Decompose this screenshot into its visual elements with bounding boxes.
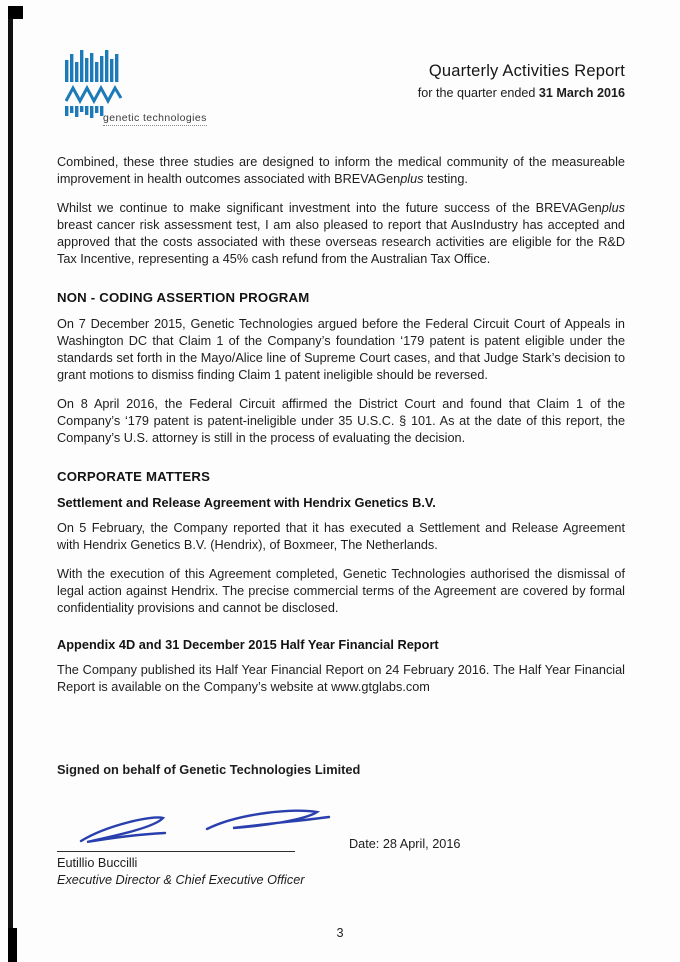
signature-date: Date: 28 April, 2016 <box>349 837 461 851</box>
company-logo <box>57 50 287 128</box>
document-header <box>57 50 625 128</box>
scan-corner-artifact-top <box>8 6 23 19</box>
subheading-settlement: Settlement and Release Agreement with Hendrix Genetics B.V. <box>57 495 436 510</box>
paragraph-appendix-4d: The Company published its Half Year Financial Report on 24 February 2016. The Half Year Financial Report is available on the Company’s website at www.gtglabs.com <box>57 663 625 694</box>
paragraph-intro-1: Combined, these three studies are designed to inform the medical community of the measureable improvement in health outcomes associated with BREVAGenplus testing. <box>57 155 625 186</box>
scan-edge-artifact <box>8 6 13 962</box>
signatory-name: Eutillio Buccilli <box>57 856 138 870</box>
paragraph-noncoding-1: On 7 December 2015, Genetic Technologies argued before the Federal Circuit Court of Appeals in Washington DC that Claim 1 of the Company’s foundation ‘179 patent is patent eligible under the standards set forth in the Mayo/Alice line of Supreme Court cases, and that Judge Stark’s decision to grant motions to dismiss finding Claim 1 patent ineligible should be reversed. <box>57 317 625 382</box>
document-title: Quarterly Activities Report <box>428 62 625 80</box>
paragraph-settlement-2: With the execution of this Agreement completed, Genetic Technologies authorised the dismissal of legal action against Hendrix. The precise commercial terms of the Agreement are covered by formal confidentiality provisions and cannot be disclosed. <box>57 567 625 615</box>
document-body <box>57 154 625 887</box>
subtitle-date: 31 March 2016 <box>538 86 625 100</box>
subheading-appendix-4d: Appendix 4D and 31 December 2015 Half Year Financial Report <box>57 637 439 652</box>
report-title-block <box>418 50 625 100</box>
document-subtitle <box>418 86 625 100</box>
brevagen-plus-italic: plus <box>601 201 625 215</box>
section-heading-corporate: CORPORATE MATTERS <box>57 469 211 484</box>
signature-row <box>57 805 625 852</box>
page-number: 3 <box>336 926 344 940</box>
logo-waveform-icon <box>65 50 123 118</box>
signatory-title: Executive Director & Chief Executive Officer <box>57 873 305 887</box>
logo-caption: genetic technologies <box>103 112 207 124</box>
signature-rule <box>57 851 295 852</box>
paragraph-settlement-1: On 5 February, the Company reported that it has executed a Settlement and Release Agreement with Hendrix Genetics B.V. (Hendrix), of Boxmeer, The Netherlands. <box>57 521 625 552</box>
signed-on-behalf-line: Signed on behalf of Genetic Technologies Limited <box>57 762 361 777</box>
brevagen-plus-italic: plus <box>400 172 424 186</box>
paragraph-noncoding-2: On 8 April 2016, the Federal Circuit affirmed the District Court and found that Claim 1 of the Company’s ‘179 patent is patent-ineligible under 35 U.S.C. § 101. As at the date of this report, the Company’s U.S. attorney is still in the process of evaluating the decision. <box>57 397 625 445</box>
subtitle-prefix: for the quarter ended <box>417 86 539 100</box>
paragraph-intro-2: Whilst we continue to make significant investment into the future success of the BREVAGenplus breast cancer risk assessment test, I am also pleased to report that AusIndustry has accepted and approved that the costs associated with these overseas research activities are eligible for the R&D Tax Incentive, representing a 45% cash refund from the Australian Tax Office. <box>57 201 625 266</box>
section-heading-non-coding: NON - CODING ASSERTION PROGRAM <box>57 290 310 305</box>
signature-column <box>57 805 297 852</box>
signature-block <box>57 805 625 887</box>
signature-ink-icon <box>67 805 337 851</box>
document-content <box>57 0 625 887</box>
